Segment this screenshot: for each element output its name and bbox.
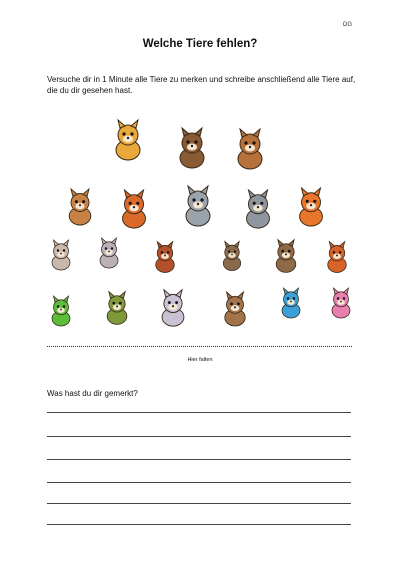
page-title: Welche Tiere fehlen? bbox=[142, 38, 258, 50]
answer-line-6[interactable] bbox=[47, 524, 351, 525]
fawn-icon bbox=[62, 186, 98, 228]
owl-in-pink-cup-icon bbox=[326, 280, 356, 326]
bird-nest-icon bbox=[152, 288, 194, 328]
fold-label: Hier falten bbox=[187, 357, 213, 363]
answer-line-3[interactable] bbox=[47, 459, 351, 460]
answer-line-4[interactable] bbox=[47, 482, 351, 483]
bear-with-hat-icon bbox=[108, 116, 148, 164]
owl-icon bbox=[218, 290, 252, 328]
hedgehog-with-apples-icon bbox=[268, 238, 304, 274]
answer-line-2[interactable] bbox=[47, 436, 351, 437]
frog-with-hat-icon bbox=[46, 294, 76, 328]
worksheet-code: OG bbox=[342, 22, 352, 28]
grey-wolf-icon bbox=[178, 184, 218, 228]
wolf-icon bbox=[238, 188, 278, 230]
squirrel-icon bbox=[320, 240, 354, 274]
fold-line bbox=[47, 346, 352, 347]
owl-in-blue-cup-icon bbox=[276, 280, 306, 326]
toad-on-branch-icon bbox=[100, 290, 134, 326]
brown-bear-with-cap-icon bbox=[172, 124, 212, 172]
reindeer-icon bbox=[230, 126, 270, 172]
raccoon-fox-icon bbox=[114, 188, 154, 230]
fox-icon bbox=[292, 186, 330, 228]
instructions-text: Versuche dir in 1 Minute alle Tiere zu merken und schreibe anschließend alle Tiere auf, die du dir gesehen hast. bbox=[47, 75, 356, 95]
question-text: Was hast du dir gemerkt? bbox=[47, 389, 138, 398]
grey-rabbit-icon bbox=[94, 234, 124, 272]
hedgehog-icon bbox=[214, 240, 250, 272]
answer-line-1[interactable] bbox=[47, 412, 351, 413]
red-panda-icon bbox=[146, 240, 184, 274]
answer-line-5[interactable] bbox=[47, 503, 351, 504]
bunny-with-carrot-icon bbox=[46, 236, 76, 274]
